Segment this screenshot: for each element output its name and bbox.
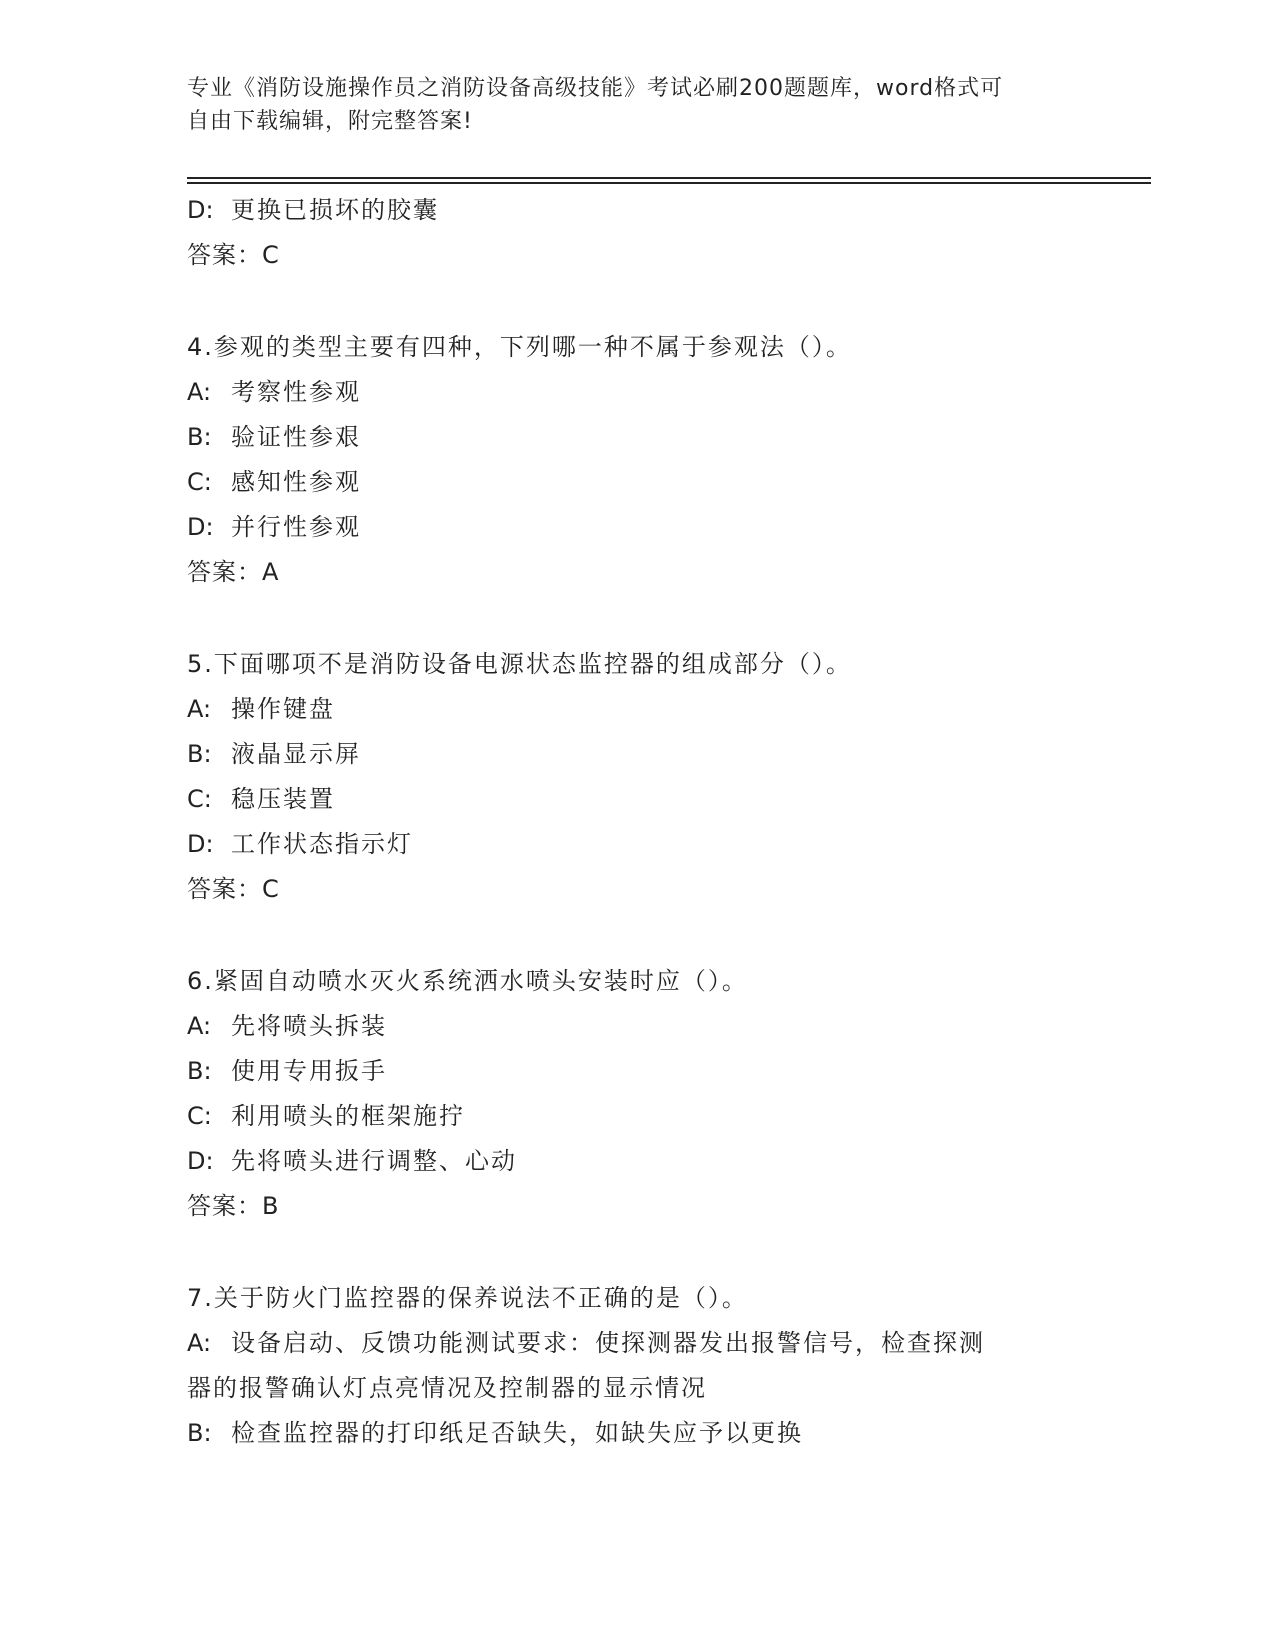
option-key: B: [187, 423, 212, 451]
option-text: 设备启动、反馈功能测试要求：使探测器发出报警信号，检查探测 [231, 1329, 985, 1357]
question-list [187, 188, 1087, 1456]
answer-line: 答案：A [187, 558, 280, 586]
option-key: A: [187, 695, 212, 723]
header-title-line-2: 自由下载编辑，附完整答案! [187, 109, 473, 134]
option-c [187, 777, 1087, 822]
option-key: C: [187, 468, 212, 496]
option-d [187, 1139, 1087, 1184]
option-key: B: [187, 1057, 212, 1085]
question-stem: 4.参观的类型主要有四种，下列哪一种不属于参观法（）。 [187, 333, 852, 361]
option-b [187, 732, 1087, 777]
document-header [187, 72, 1087, 138]
option-key: D: [187, 830, 214, 858]
option-a-continuation: 器的报警确认灯点亮情况及控制器的显示情况 [187, 1374, 707, 1402]
option-key: D: [187, 513, 214, 541]
option-key: A: [187, 378, 212, 406]
option-key: A: [187, 1012, 212, 1040]
option-text: 工作状态指示灯 [231, 830, 413, 858]
option-text: 利用喷头的框架施拧 [231, 1102, 465, 1130]
option-b [187, 1049, 1087, 1094]
option-key: B: [187, 1419, 212, 1447]
option-text: 并行性参观 [231, 513, 361, 541]
option-text: 检查监控器的打印纸足否缺失，如缺失应予以更换 [231, 1419, 803, 1447]
option-text: 验证性参艰 [231, 423, 361, 451]
option-d [187, 188, 1087, 233]
option-key: A: [187, 1329, 212, 1357]
header-divider-top [187, 177, 1151, 179]
option-c [187, 460, 1087, 505]
option-a [187, 1321, 1087, 1366]
header-divider-bottom [187, 182, 1151, 184]
option-text: 先将喷头拆装 [231, 1012, 387, 1040]
answer-line: 答案：B [187, 1192, 280, 1220]
option-b [187, 415, 1087, 460]
option-text: 液晶显示屏 [231, 740, 361, 768]
option-text: 稳压装置 [231, 785, 335, 813]
option-b [187, 1411, 1087, 1456]
option-text: 先将喷头进行调整、心动 [231, 1147, 517, 1175]
option-text: 更换已损坏的胶囊 [231, 196, 439, 224]
question-stem: 5.下面哪项不是消防设备电源状态监控器的组成部分（）。 [187, 650, 852, 678]
option-a [187, 370, 1087, 415]
option-key: D: [187, 1147, 214, 1175]
option-a [187, 1004, 1087, 1049]
option-c [187, 1094, 1087, 1139]
option-a [187, 687, 1087, 732]
option-d [187, 505, 1087, 550]
option-text: 操作键盘 [231, 695, 335, 723]
option-d [187, 822, 1087, 867]
option-text: 感知性参观 [231, 468, 361, 496]
option-key: D: [187, 196, 214, 224]
answer-line: 答案：C [187, 875, 280, 903]
header-title-line-1: 专业《消防设施操作员之消防设备高级技能》考试必刷200题题库，word格式可 [187, 76, 1004, 101]
option-key: C: [187, 785, 212, 813]
option-text: 考察性参观 [231, 378, 361, 406]
answer-line: 答案：C [187, 241, 280, 269]
option-text: 使用专用扳手 [231, 1057, 387, 1085]
question-stem: 7.关于防火门监控器的保养说法不正确的是（）。 [187, 1284, 748, 1312]
question-stem: 6.紧固自动喷水灭火系统洒水喷头安装时应（）。 [187, 967, 748, 995]
option-key: C: [187, 1102, 212, 1130]
option-key: B: [187, 740, 212, 768]
